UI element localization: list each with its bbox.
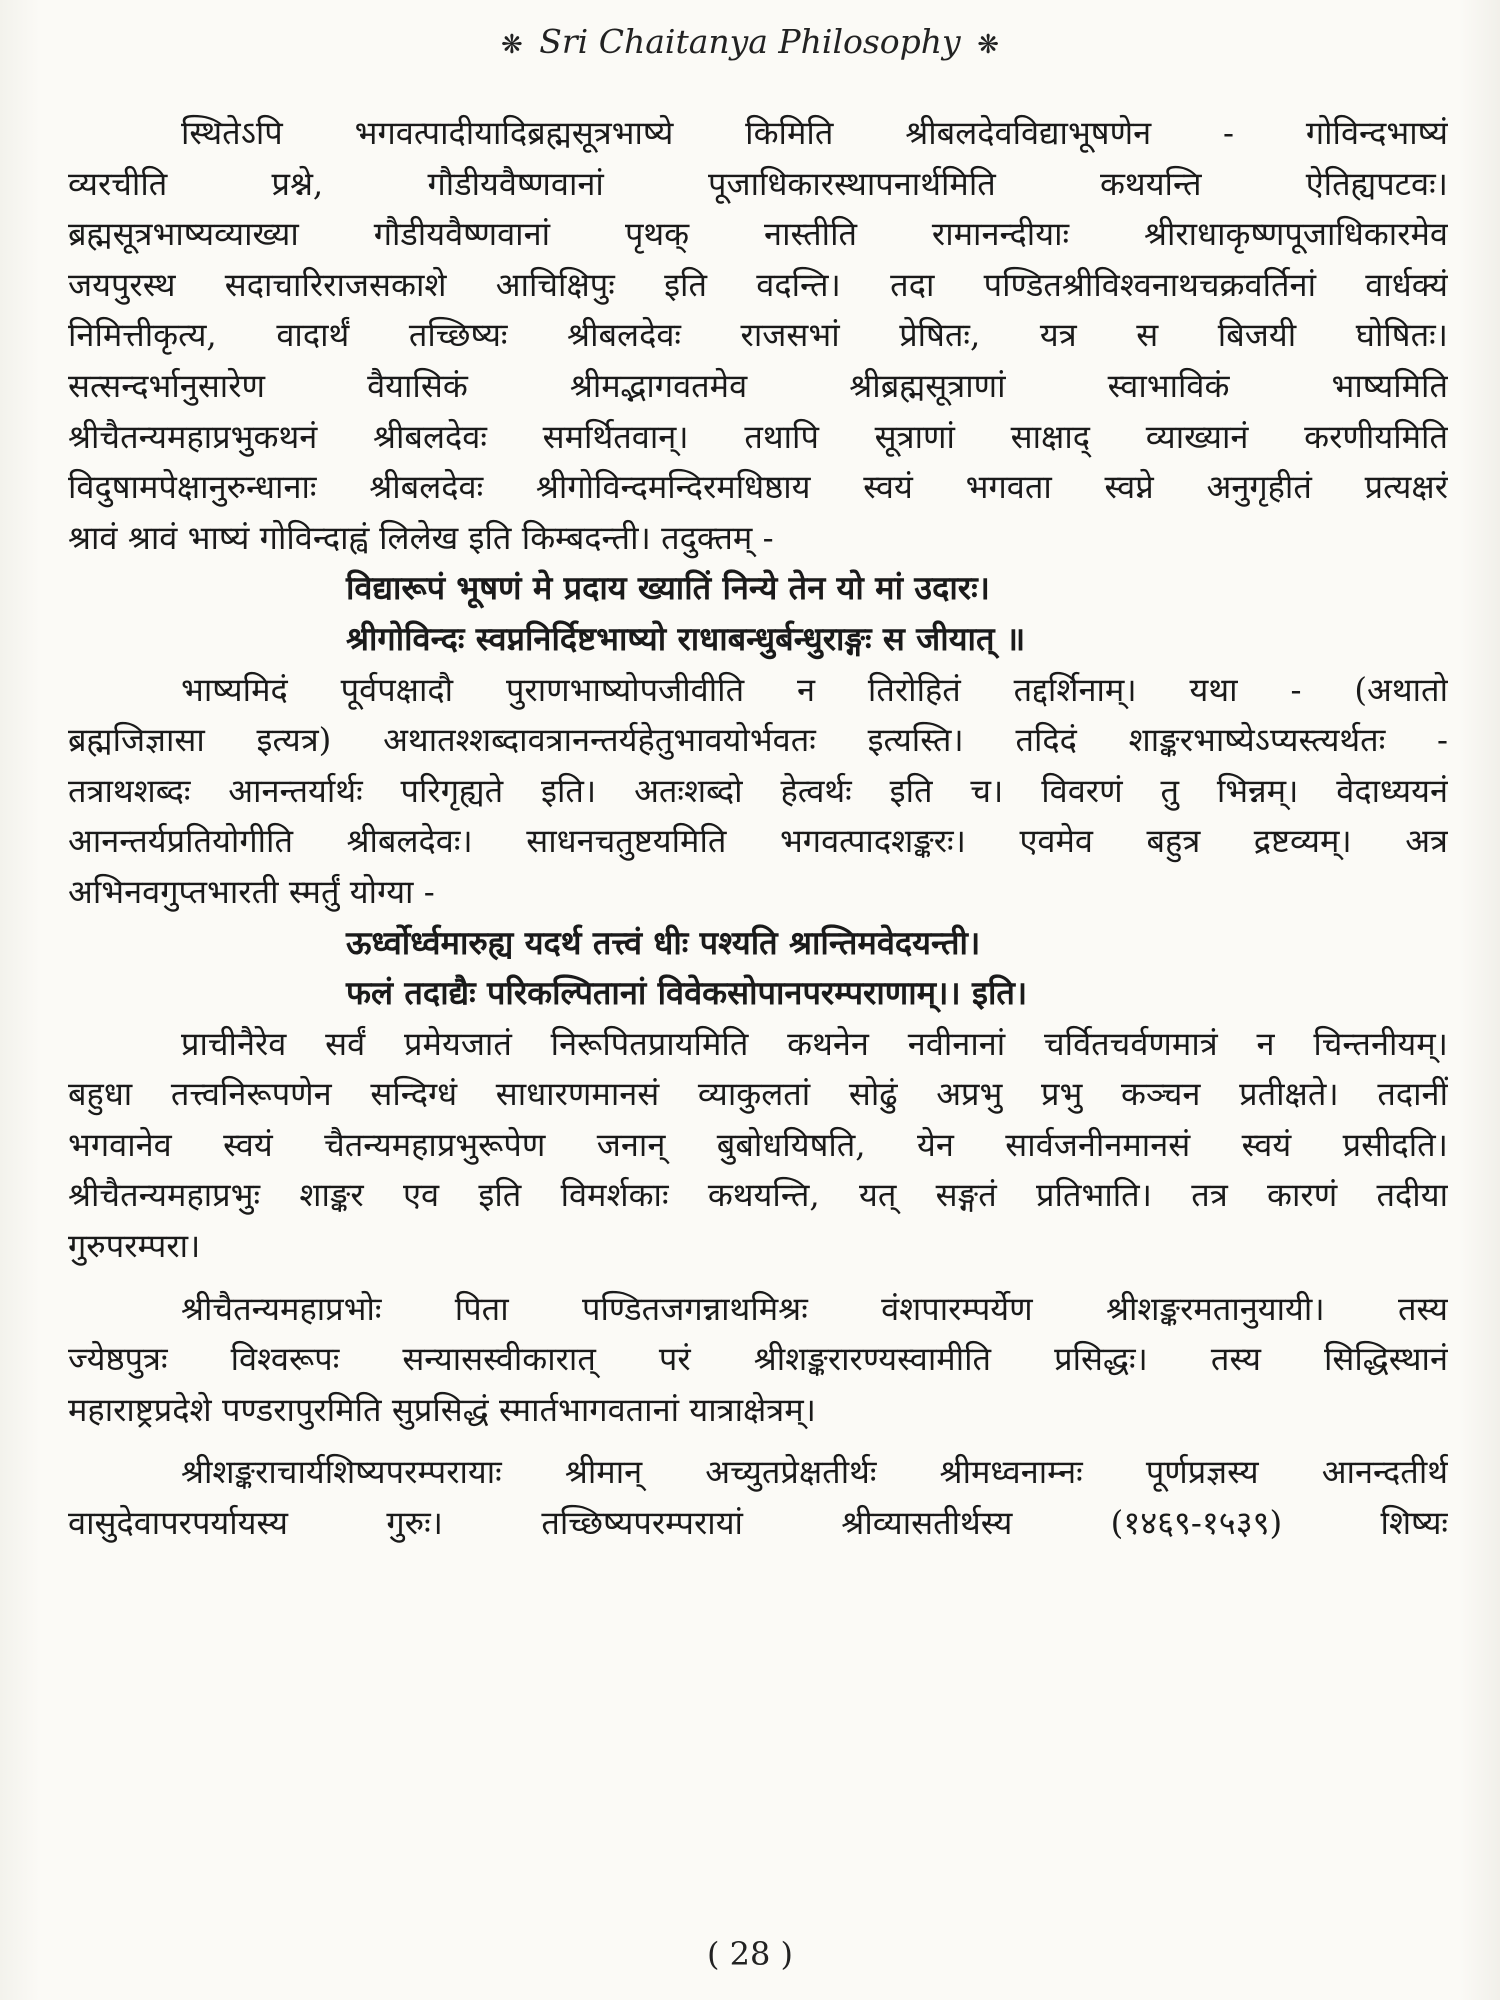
paragraph-gap	[68, 1435, 1448, 1447]
text-line: श्रीचैतन्यमहाप्रभुकथनं श्रीबलदेवः समर्थितवान्। तथापि सूत्राणां साक्षाद् व्याख्यानं करणीयमिति	[68, 417, 1448, 456]
text-line: ज्येष्ठपुत्रः विश्वरूपः सन्यासस्वीकारात् परं श्रीशङ्करारण्यस्वामीति प्रसिद्धः। तस्य सिद्धिस्थानं	[68, 1340, 1448, 1379]
verse-line: विद्यारूपं भूषणं मे प्रदाय ख्यातिं निन्ये तेन यो मां उदारः।	[346, 568, 990, 608]
paragraph	[68, 1447, 1448, 1548]
ornament-left-icon: ❋	[500, 30, 523, 60]
text-line: तत्राथशब्दः आनन्तर्यार्थः परिगृह्यते इति। अतःशब्दो हेत्वर्थः इति च। विवरणं तु भिन्नम्। वेदाध्ययनं	[68, 771, 1448, 810]
paragraph	[68, 1284, 1448, 1436]
verse-line: ऊर्ध्वोर्ध्वमारुह्य यदर्थ तत्त्वं धीः पश्यति श्रान्तिमवेदयन्ती।	[346, 922, 981, 962]
verse-block	[68, 918, 1448, 1019]
page-body	[68, 108, 1448, 1549]
text-line: ब्रह्मजिज्ञासा इत्यत्र) अथातश्शब्दावत्रानन्तर्यहेतुभावयोर्भवतः इत्यस्ति। तदिदं शाङ्करभाष्येऽप्यस्त्यर्थतः -	[68, 721, 1448, 760]
text-line: निमित्तीकृत्य, वादार्थं तच्छिष्यः श्रीबलदेवः राजसभां प्रेषितः, यत्र स बिजयी घोषितः।	[68, 316, 1448, 355]
text-line: विदुषामपेक्षानुरुन्धानाः श्रीबलदेवः श्रीगोविन्दमन्दिरमधिष्ठाय स्वयं भगवता स्वप्ने अनुगृहीतं प्रत्यक्षरं	[68, 468, 1448, 507]
header-title: Sri Chaitanya Philosophy	[539, 22, 961, 61]
text-line: श्रीचैतन्यमहाप्रभोः पिता पण्डितजगन्नाथमिश्रः वंशपारम्पर्येण श्रीशङ्करमतानुयायी। तस्य	[181, 1289, 1448, 1328]
ornament-right-icon: ❋	[977, 30, 999, 60]
verse-line: फलं तदाद्यैः परिकल्पितानां विवेकसोपानपरम्पराणाम्।। इति।	[346, 973, 1028, 1013]
text-line: भगवानेव स्वयं चैतन्यमहाप्रभुरूपेण जनान् बुबोधयिषति, येन सार्वजनीनमानसं स्वयं प्रसीदति।	[68, 1125, 1448, 1164]
verse-block	[68, 563, 1448, 664]
text-line: प्राचीनैरेव सर्वं प्रमेयजातं निरूपितप्रायमिति कथनेन नवीनानां चर्वितचर्वणमात्रं न चिन्तनीयम्।	[181, 1024, 1448, 1063]
paragraph-gap	[68, 1272, 1448, 1284]
text-line: अभिनवगुप्तभारती स्मर्तुं योग्या -	[68, 872, 435, 911]
text-line: श्रीचैतन्यमहाप्रभुः शाङ्कर एव इति विमर्शकाः कथयन्ति, यत् सङ्गतं प्रतिभाति। तत्र कारणं तदीया	[68, 1176, 1448, 1215]
text-line: गुरुपरम्परा।	[68, 1227, 201, 1266]
text-line: महाराष्ट्रप्रदेशे पण्डरापुरमिति सुप्रसिद्धं स्मार्तभागवतानां यात्राक्षेत्रम्।	[68, 1390, 817, 1429]
text-line: स्थितेऽपि भगवत्पादीयादिब्रह्मसूत्रभाष्ये किमिति श्रीबलदेवविद्याभूषणेन - गोविन्दभाष्यं	[181, 114, 1448, 152]
text-line: व्यरचीति प्रश्ने, गौडीयवैष्णवानां पूजाधिकारस्थापनार्थमिति कथयन्ति ऐतिह्यपटवः।	[68, 164, 1448, 203]
text-line: सत्सन्दर्भानुसारेण वैयासिकं श्रीमद्भागवतमेव श्रीब्रह्मसूत्राणां स्वाभाविकं भाष्यमिति	[68, 366, 1448, 405]
running-header	[0, 22, 1500, 61]
text-line: जयपुरस्थ सदाचारिराजसकाशे आचिक्षिपुः इति वदन्ति। तदा पण्डितश्रीविश्वनाथचक्रवर्तिनां वार्धक्यं	[68, 265, 1448, 304]
page-number: ( 28 )	[706, 1935, 794, 1973]
text-line: बहुधा तत्त्वनिरूपणेन सन्दिग्धं साधारणमानसं व्याकुलतां सोढुं अप्रभु प्रभु कञ्चन प्रतीक्षते। तदानीं	[68, 1075, 1448, 1114]
text-line: श्रावं श्रावं भाष्यं गोविन्दाह्वं लिलेख इति किम्बदन्ती। तदुक्तम् -	[68, 518, 774, 557]
paragraph	[68, 1019, 1448, 1272]
text-line: ब्रह्मसूत्रभाष्यव्याख्या गौडीयवैष्णवानां पृथक् नास्तीति रामानन्दीयाः श्रीराधाकृष्णपूजाधिकारमेव	[68, 215, 1448, 254]
text-line: श्रीशङ्कराचार्यशिष्यपरम्परायाः श्रीमान् अच्युतप्रेक्षतीर्थः श्रीमध्वनाम्नः पूर्णप्रज्ञस्य आनन्दतीर्थ	[181, 1453, 1448, 1492]
paragraph	[68, 665, 1448, 918]
verse-line: श्रीगोविन्दः स्वप्ननिर्दिष्टभाष्यो राधाबन्धुर्बन्धुराङ्गः स जीयात् ॥	[346, 618, 1026, 658]
text-line: वासुदेवापरपर्यायस्य गुरुः। तच्छिष्यपरम्परायां श्रीव्यासतीर्थस्य (१४६९-१५३९) शिष्यः	[68, 1504, 1448, 1543]
text-line: आनन्तर्यप्रतियोगीति श्रीबलदेवः। साधनचतुष्टयमिति भगवत्पादशङ्करः। एवमेव बहुत्र द्रष्टव्यम्। अत्र	[68, 822, 1448, 861]
text-line: भाष्यमिदं पूर्वपक्षादौ पुराणभाष्योपजीवीति न तिरोहितं तद्दर्शिनाम्। यथा - (अथातो	[181, 670, 1448, 709]
paragraph	[68, 108, 1448, 563]
